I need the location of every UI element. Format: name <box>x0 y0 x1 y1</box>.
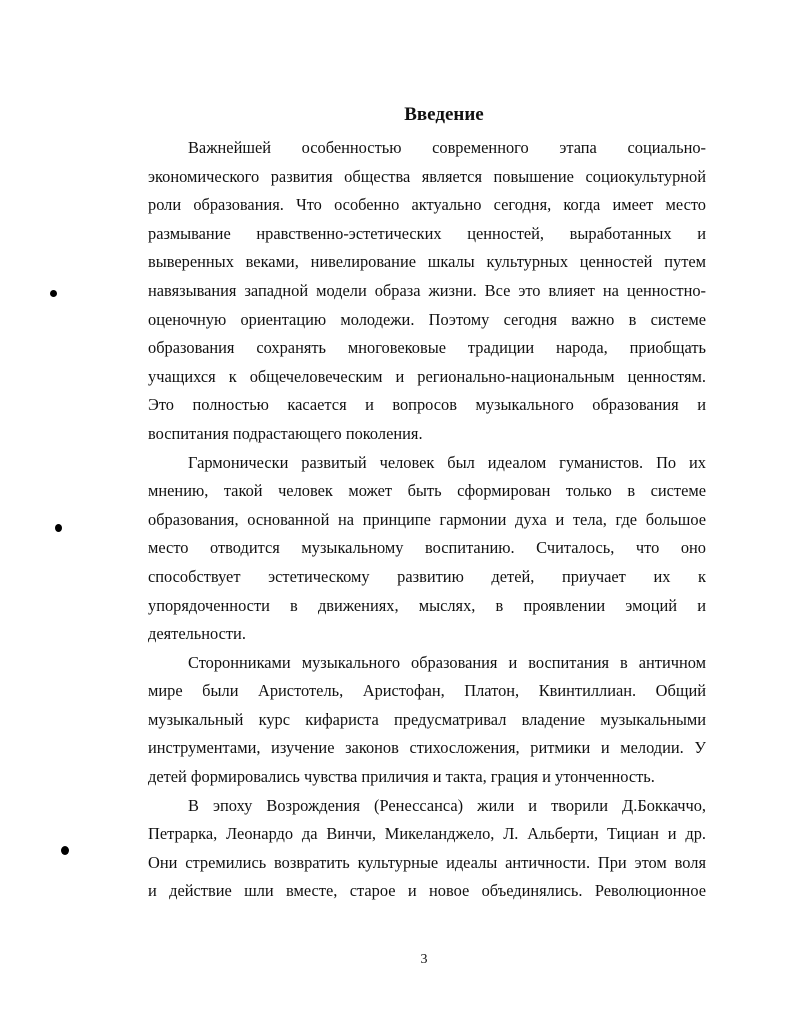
text-line: В эпоху Возрождения (Ренессанса) жили и творили Д.Боккаччо, <box>188 795 706 815</box>
text-line: экономического развития общества является повышение социокультурной <box>148 166 706 186</box>
text-line: Петрарка, Леонардо да Винчи, Микеланджело, Л. Альберти, Тициан и др. <box>148 824 706 844</box>
text-line: воспитания подрастающего поколения. <box>148 423 423 443</box>
text-line: Гармонически развитый человек был идеалом гуманистов. По их <box>188 452 706 472</box>
paragraph-2 <box>148 449 706 649</box>
scan-speck <box>61 846 69 855</box>
text-line: инструментами, изучение законов стихосложения, ритмики и мелодии. У <box>148 738 706 758</box>
text-line: упорядоченности в движениях, мыслях, в проявлении эмоций и <box>148 595 706 615</box>
text-line: образования, основанной на принципе гармонии духа и тела, где большое <box>148 509 706 529</box>
text-line: оценочную ориентацию молодежи. Поэтому сегодня важно в системе <box>148 309 706 329</box>
page-number: 3 <box>420 952 428 967</box>
scan-speck <box>50 290 57 297</box>
text-line: Это полностью касается и вопросов музыкального образования и <box>148 395 706 415</box>
text-line: Сторонниками музыкального образования и воспитания в античном <box>188 652 706 672</box>
text-line: Важнейшей особенностью современного этапа социально- <box>188 138 706 157</box>
text-line: музыкальный курс кифариста предусматривал владение музыкальными <box>148 709 706 729</box>
text-line: навязывания западной модели образа жизни. Все это влияет на ценностно- <box>148 280 706 300</box>
text-line: образования сохранять многовековые традиции народа, приобщать <box>148 338 706 358</box>
text-line: и действие шли вместе, старое и новое объединялись. Революционное <box>148 881 706 901</box>
text-line: Они стремились возвратить культурные идеалы античности. При этом воля <box>148 852 706 872</box>
text-line: роли образования. Что особенно актуально сегодня, когда имеет место <box>148 195 706 215</box>
paragraph-4 <box>148 792 706 906</box>
text-line: мире были Аристотель, Аристофан, Платон, Квинтиллиан. Общий <box>148 681 706 701</box>
text-line: размывание нравственно-эстетических ценностей, выработанных и <box>148 223 706 243</box>
text-line: выверенных веками, нивелирование шкалы культурных ценностей путем <box>148 252 706 272</box>
scan-speck <box>55 524 62 532</box>
paragraph-1 <box>148 134 706 449</box>
paragraph-3 <box>148 649 706 792</box>
text-line: место отводится музыкальному воспитанию. Считалось, что оно <box>148 538 706 558</box>
text-line: учащихся к общечеловеческим и регионально-национальным ценностям. <box>148 366 706 386</box>
text-line: деятельности. <box>148 624 246 644</box>
page-title: Введение <box>404 104 484 125</box>
body-text <box>148 134 706 906</box>
text-line: способствует эстетическому развитию детей, приучает их к <box>148 566 706 586</box>
text-line: детей формировались чувства приличия и такта, грация и утонченность. <box>148 767 655 787</box>
text-line: мнению, такой человек может быть сформирован только в системе <box>148 481 706 501</box>
